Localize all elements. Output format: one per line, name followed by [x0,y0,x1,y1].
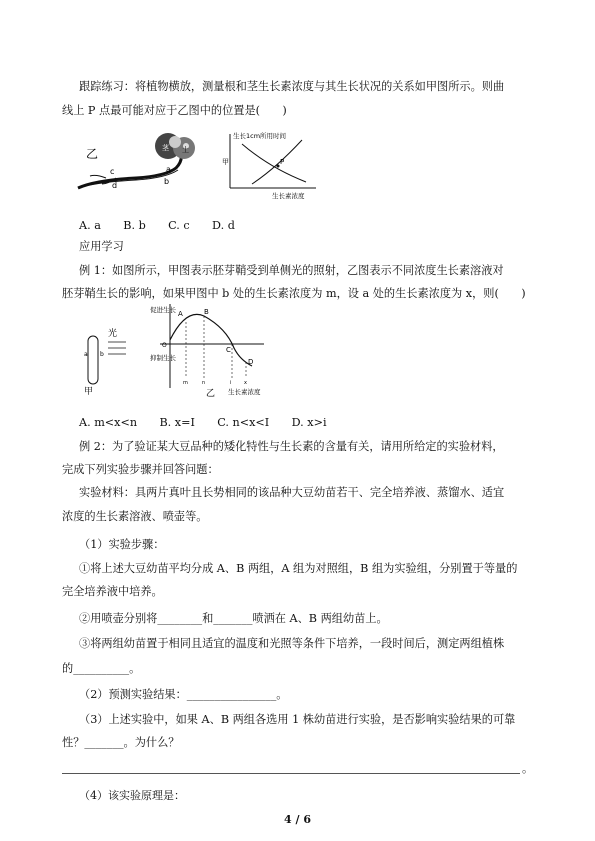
label-jia: 甲 [84,387,94,396]
text-line: 实验材料：具两片真叶且长势相同的该品种大豆幼苗若干、完全培养液、蒸馏水、适宜 [79,486,505,499]
point-label: a [166,165,171,174]
origin-label: O [162,342,167,349]
tick-label: i [230,380,232,386]
text-line: 例 2：为了验证某大豆品种的矮化特性与生长素的含量有关，请用所给定的实验材料， [79,440,504,453]
y-axis-title: 生长1cm所用时间 [233,132,287,140]
text-line: （2）预测实验结果：________________。 [79,688,288,701]
point-label: b [164,177,170,186]
text-line: ②用喷壶分别将________和_______喷洒在 A、B 两组幼苗上。 [79,612,388,625]
text-line: 浓度的生长素溶液、喷壶等。 [62,510,208,523]
x-axis-title: 生长素浓度 [228,388,261,396]
point-p-label: P [280,158,285,166]
text-line: 完成下列实验步骤并回答问题： [62,463,219,476]
text-line: 。 [522,762,534,775]
shoot-label: 茎 [162,144,169,152]
coleoptile-figure [80,316,130,400]
point-label: d [112,181,118,190]
side-label: b [100,351,104,358]
text-line: 性？_______。为什么？ [62,736,180,749]
text-line: 例 1：如图所示，甲图表示胚芽鞘受到单侧光的照射，乙图表示不同浓度生长素溶液对 [79,264,504,277]
page-number: 4 / 6 [284,813,311,826]
tick-label: x [244,380,247,386]
text-line: （4）该实验原理是： [79,789,185,802]
y-bottom-label: 抑制生长 [150,354,176,362]
section-heading: 应用学习 [79,240,124,253]
label-yi: 乙 [86,147,99,161]
x-axis-title: 生长素浓度 [272,192,305,200]
y-top-label: 促进生长 [150,306,176,314]
point-label: c [110,167,115,176]
text-line: 的__________。 [62,662,141,675]
side-label: a [84,351,88,358]
point-label: A [178,310,183,318]
text-line: 胚芽鞘生长的影响，如果甲图中 b 处的生长素浓度为 m，设 a 处的生长素浓度为 x，则( ) [62,287,526,300]
text-line: 完全培养液中培养。 [62,585,163,598]
text-line: 线上 P 点最可能对应于乙图中的位置是( ) [62,104,287,117]
tick-label: n [202,380,206,386]
growth-curve-graph [148,300,268,404]
answer-options: A. a B. b C. c D. d [79,219,235,232]
label-yi: 乙 [206,389,216,399]
text-line: ①将上述大豆幼苗平均分成 A、B 两组，A 组为对照组，B 组为实验组，分别置于等量的 [79,562,518,575]
answer-line [62,773,520,774]
point-label: C [226,346,231,354]
point-label: B [204,308,209,316]
text-line: 跟踪练习：将植物横放，测量根和茎生长素浓度与其生长状况的关系如甲图所示。则曲 [79,80,505,93]
point-label: D [248,358,254,366]
text-line: ③将两组幼苗置于相同且适宜的温度和光照等条件下培养，一段时间后，测定两组植株 [79,637,505,650]
answer-options: A. m<x<n B. x=I C. n<x<I D. x>i [79,416,327,429]
tick-label: m [183,380,188,386]
plant-figure [76,128,206,202]
light-label: 光 [108,329,118,339]
soil-label: 土 [182,146,189,154]
y-axis-label: 甲 [222,158,229,166]
text-line: （1）实验步骤： [79,538,165,551]
text-line: （3）上述实验中，如果 A、B 两组各选用 1 株幼苗进行实验，是否影响实验结果的可靠 [79,713,516,726]
growth-time-graph [220,128,320,204]
